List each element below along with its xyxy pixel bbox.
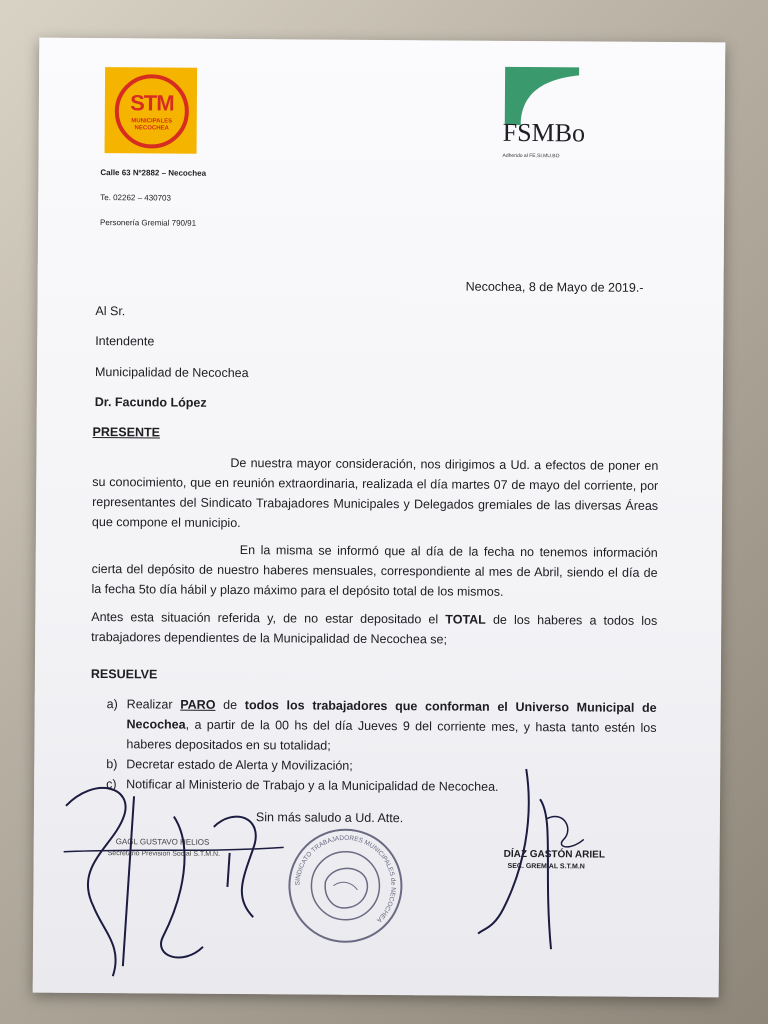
item-b-text: Decretar estado de Alerta y Movilización; xyxy=(126,757,353,773)
left-signatory-title: Secretario Prevision Social S.T.M.N. xyxy=(107,850,221,858)
stm-logo-circle xyxy=(115,74,190,149)
fsmb-logo-subtext: Adherido al FE.SI.MU.BO xyxy=(502,152,560,160)
stm-logo-subtext: MUNICIPALES NECOCHEA xyxy=(131,118,173,132)
header-personeria: Personería Gremial 790/91 xyxy=(100,218,197,228)
item-b-marker: b) xyxy=(106,757,118,772)
union-stamp xyxy=(285,825,406,946)
presente-heading: PRESENTE xyxy=(92,424,161,440)
svg-text:SINDICATO TRABAJADORES MUNICIP xyxy=(294,834,397,924)
item-c-marker: c) xyxy=(106,777,117,792)
header-phone: Te. 02262 – 430703 xyxy=(100,193,171,203)
paragraph-2: En la misma se informó que al día de la fecha no tenemos información cierta del depósito de nuestro haberes mensuales, correspondiente al mes de Abril, siendo el día de la fecha 5to día hábil y plazo máximo para el depósito total de los mismos. xyxy=(91,543,658,599)
paragraph-1: De nuestra mayor consideración, nos dirigimos a Ud. a efectos de poner en su conocimiento, que en reunión extraordinaria, realizada el día martes 07 de mayo del corriente, por representantes del Sindicato Trabajadores Municipales y Delegados gremiales de las diversas Áreas que compone el municipio. xyxy=(91,455,659,531)
right-signatory-name: DÍAZ GASTÓN ARIEL xyxy=(503,848,605,861)
resuelve-heading: RESUELVE xyxy=(90,666,158,682)
fsmb-logo xyxy=(500,65,621,166)
stm-logo xyxy=(105,67,198,154)
recipient-line-2: Intendente xyxy=(95,334,155,349)
stm-logo-text: STM xyxy=(130,90,174,116)
left-signature xyxy=(53,756,295,988)
right-signatory-title: SEC. GREMIAL S.T.M.N xyxy=(507,862,585,871)
item-a-text: Realizar PARO de todos los trabajadores que conforman el Universo Municipal de Necochea, a partir de la 00 hs del día Jueves 9 del corriente mes, y hasta tanto estén los haberes depositados en su totalidad; xyxy=(126,697,657,753)
closing-line: Sin más saludo a Ud. Atte. xyxy=(255,810,404,826)
header-address: Calle 63 Nº2882 – Necochea xyxy=(100,168,207,178)
fsmb-logo-text: FSMBo xyxy=(502,117,586,148)
recipient-name: Dr. Facundo López xyxy=(94,395,207,410)
paragraph-3: Antes esta situación referida y, de no estar depositado el TOTAL de los haberes a todos los trabajadores dependientes de la Municipalidad de Necochea se; xyxy=(91,609,658,647)
stamp-text: SINDICATO TRABAJADORES MUNICIPALES de NECOCHEA xyxy=(294,834,397,924)
letter-date: Necochea, 8 de Mayo de 2019.- xyxy=(465,279,644,295)
item-a-marker: a) xyxy=(106,697,118,712)
item-c-text: Notificar al Ministerio de Trabajo y a la Municipalidad de Necochea. xyxy=(126,777,499,794)
left-signatory-name: GAGL GUSTAVO HELIOS xyxy=(115,837,210,847)
recipient-line-3: Municipalidad de Necochea xyxy=(94,365,249,381)
letter-page xyxy=(33,38,726,998)
right-signature xyxy=(473,759,594,960)
recipient-line-1: Al Sr. xyxy=(95,304,126,319)
